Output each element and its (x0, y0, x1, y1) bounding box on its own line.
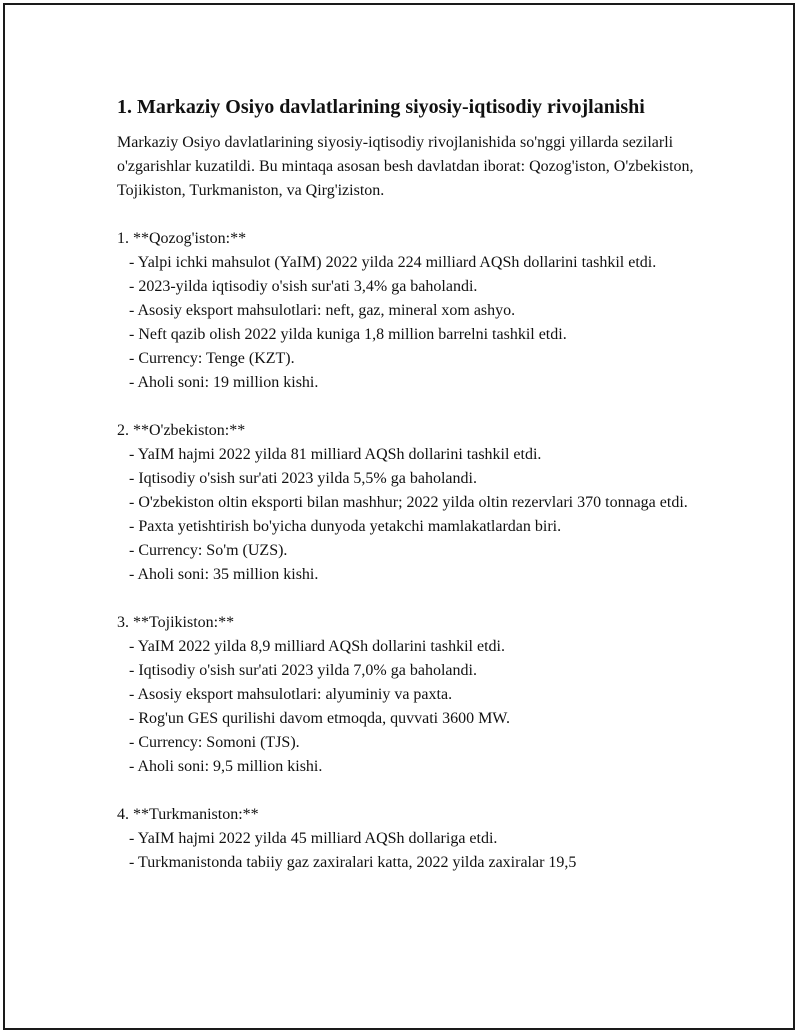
list-dash: - (117, 470, 139, 487)
list-item (117, 491, 697, 515)
list-item-text: Turkmanistonda tabiiy gaz zaxiralari katta, 2022 yilda zaxiralar 19,5 (138, 854, 577, 871)
list-item-text: YaIM 2022 yilda 8,9 milliard AQSh dollarini tashkil etdi. (137, 638, 505, 655)
list-item (117, 563, 697, 587)
list-item-text: Currency: Tenge (KZT). (138, 350, 295, 367)
list-dash: - (117, 566, 138, 583)
list-item-text: Asosiy eksport mahsulotlari: neft, gaz, mineral xom ashyo. (137, 302, 516, 319)
list-item (117, 851, 697, 875)
list-item-text: Aholi soni: 9,5 million kishi. (137, 758, 323, 775)
list-item (117, 299, 697, 323)
list-item (117, 371, 697, 395)
intro-paragraph: Markaziy Osiyo davlatlarining siyosiy-iqtisodiy rivojlanishida so'nggi yillarda sezilarli o'zgarishlar kuzatildi. Bu mintaqa asosan besh davlatdan iborat: Qozog'iston, O'zbekiston, Tojikiston, Turkmaniston, va Qirg'iziston. (117, 134, 694, 199)
list-dash: - (117, 278, 139, 295)
list-item-text: Currency: Somoni (TJS). (138, 734, 300, 751)
list-dash: - (117, 494, 139, 511)
section-heading: 3. **Tojikiston:** (117, 614, 235, 631)
list-dash: - (117, 854, 139, 871)
list-dash: - (117, 830, 138, 847)
country-section (117, 611, 697, 779)
list-dash: - (117, 302, 138, 319)
list-item (117, 251, 697, 275)
list-dash: - (117, 638, 138, 655)
country-section (117, 803, 697, 875)
document-body (117, 92, 697, 875)
country-section (117, 227, 697, 395)
list-item (117, 539, 697, 563)
list-dash: - (117, 446, 138, 463)
list-item (117, 443, 697, 467)
list-dash: - (117, 710, 139, 727)
list-item-text: O'zbekiston oltin eksporti bilan mashhur; 2022 yilda oltin rezervlari 370 tonnaga etdi. (138, 494, 688, 511)
list-item (117, 827, 697, 851)
list-item-text: Yalpi ichki mahsulot (YaIM) 2022 yilda 224 milliard AQSh dollarini tashkil etdi. (137, 254, 657, 271)
country-section (117, 419, 697, 587)
list-item-text: Aholi soni: 19 million kishi. (137, 374, 319, 391)
list-item-text: Iqtisodiy o'sish sur'ati 2023 yilda 5,5% ga baholandi. (138, 470, 477, 487)
list-item (117, 707, 697, 731)
list-dash: - (117, 254, 138, 271)
list-item (117, 515, 697, 539)
list-item-text: YaIM hajmi 2022 yilda 45 milliard AQSh dollariga etdi. (137, 830, 498, 847)
list-item (117, 275, 697, 299)
list-item-text: YaIM hajmi 2022 yilda 81 milliard AQSh dollarini tashkil etdi. (137, 446, 542, 463)
list-item-text: Currency: So'm (UZS). (138, 542, 288, 559)
section-heading: 4. **Turkmaniston:** (117, 806, 259, 823)
list-item-text: Rog'un GES qurilishi davom etmoqda, quvvati 3600 MW. (138, 710, 510, 727)
list-item-text: Asosiy eksport mahsulotlari: alyuminiy va paxta. (137, 686, 453, 703)
country-sections (117, 227, 697, 875)
section-heading: 1. **Qozog'iston:** (117, 230, 247, 247)
list-item (117, 683, 697, 707)
list-item (117, 731, 697, 755)
list-item (117, 467, 697, 491)
list-item-text: Iqtisodiy o'sish sur'ati 2023 yilda 7,0% ga baholandi. (138, 662, 477, 679)
list-dash: - (117, 542, 139, 559)
list-item-text: Paxta yetishtirish bo'yicha dunyoda yetakchi mamlakatlardan biri. (138, 518, 562, 535)
list-item (117, 323, 697, 347)
list-item (117, 347, 697, 371)
list-dash: - (117, 518, 139, 535)
list-item-text: Aholi soni: 35 million kishi. (137, 566, 319, 583)
document-title: 1. Markaziy Osiyo davlatlarining siyosiy-iqtisodiy rivojlanishi (117, 96, 645, 118)
list-item-text: 2023-yilda iqtisodiy o'sish sur'ati 3,4% ga baholandi. (138, 278, 478, 295)
list-item-text: Neft qazib olish 2022 yilda kuniga 1,8 million barrelni tashkil etdi. (138, 326, 567, 343)
list-dash: - (117, 758, 138, 775)
list-dash: - (117, 326, 139, 343)
list-dash: - (117, 686, 138, 703)
list-item (117, 635, 697, 659)
list-item (117, 755, 697, 779)
section-heading: 2. **O'zbekiston:** (117, 422, 246, 439)
list-dash: - (117, 662, 139, 679)
list-item (117, 659, 697, 683)
list-dash: - (117, 350, 139, 367)
list-dash: - (117, 734, 139, 751)
list-dash: - (117, 374, 138, 391)
